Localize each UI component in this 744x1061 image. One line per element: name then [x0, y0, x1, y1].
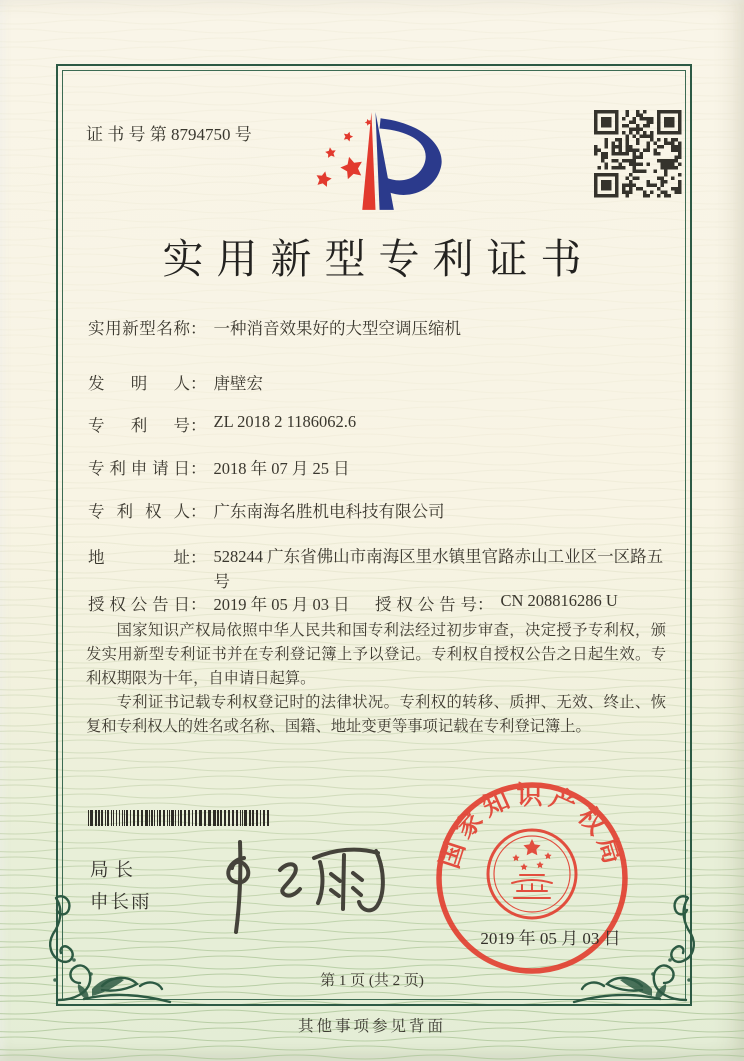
back-side-note: 其他事项参见背面: [297, 1018, 446, 1035]
director-title: 局长: [90, 861, 140, 881]
seal-date: 2019 年 05 月 03 日: [480, 929, 621, 948]
field-value: 一种消音效果好的大型空调压缩机: [213, 319, 461, 338]
svg-text:国家知识产权局: [435, 781, 629, 872]
field-value: 广东南海名胜机电科技有限公司: [213, 502, 445, 521]
field-row-address: [88, 544, 676, 594]
field-row-utility-model-name: [88, 315, 461, 339]
field-colon: ：: [190, 416, 207, 435]
field-row-inventor: [88, 370, 263, 394]
field-colon: ：: [190, 548, 207, 567]
field-label: 专利权人: [88, 502, 190, 521]
seal-ring-text: 国家知识产权局: [434, 780, 630, 872]
field-colon: ：: [477, 595, 494, 614]
grant-date-value: 2019 年 05 月 03 日: [213, 595, 350, 614]
field-label: 授权公告号: [375, 595, 477, 614]
field-colon: ：: [190, 595, 207, 614]
handwritten-signature-icon: [192, 832, 392, 937]
director-name: 申长雨: [90, 893, 152, 913]
grant-number-value: CN 208816286 U: [500, 591, 618, 610]
field-value: 2018 年 07 月 25 日: [213, 459, 350, 478]
field-value: ZL 2018 2 1186062.6: [213, 412, 357, 431]
field-value: 528244 广东省佛山市南海区里水镇里官路赤山工业区一区路五号: [213, 547, 664, 591]
cnipa-patent-logo-icon: [293, 103, 458, 215]
field-row-grant: [88, 591, 618, 615]
field-row-patentee: [88, 498, 445, 522]
page-number: 第 1 页 (共 2 页): [320, 973, 424, 989]
legal-paragraph-2: 专利证书记载专利权登记时的法律状况。专利权的转移、质押、无效、终止、恢复和专利权人的姓名或名称、国籍、地址变更等事项记载在专利登记簿上。: [86, 694, 666, 735]
field-label: 发明人: [88, 374, 190, 393]
field-colon: ：: [190, 459, 207, 478]
field-label: 地址: [88, 548, 190, 567]
field-label: 授权公告日: [88, 595, 190, 614]
grant-number-group: [375, 591, 618, 615]
field-row-patent-number: [88, 412, 356, 436]
field-colon: ：: [190, 319, 207, 338]
field-row-filing-date: [88, 455, 350, 479]
certificate-title: 实用新型专利证书: [162, 236, 595, 282]
legal-paragraph-1: 国家知识产权局依照中华人民共和国专利法经过初步审查，决定授予专利权，颁发实用新型专利证书并在专利登记簿上予以登记。专利权自授权公告之日起生效。专利权期限为十年，自申请日起算。: [86, 622, 666, 687]
field-colon: ：: [190, 502, 207, 521]
field-value: 唐壁宏: [213, 374, 263, 393]
field-label: 专利申请日: [88, 459, 190, 478]
legal-text: [86, 619, 666, 739]
qr-code-icon: [594, 110, 682, 198]
field-label: 实用新型名称: [88, 319, 190, 338]
field-colon: ：: [190, 374, 207, 393]
certificate-number: 证 书 号 第 8794750 号: [86, 125, 252, 144]
field-label: 专利号: [88, 416, 190, 435]
barcode-icon: [88, 810, 274, 826]
